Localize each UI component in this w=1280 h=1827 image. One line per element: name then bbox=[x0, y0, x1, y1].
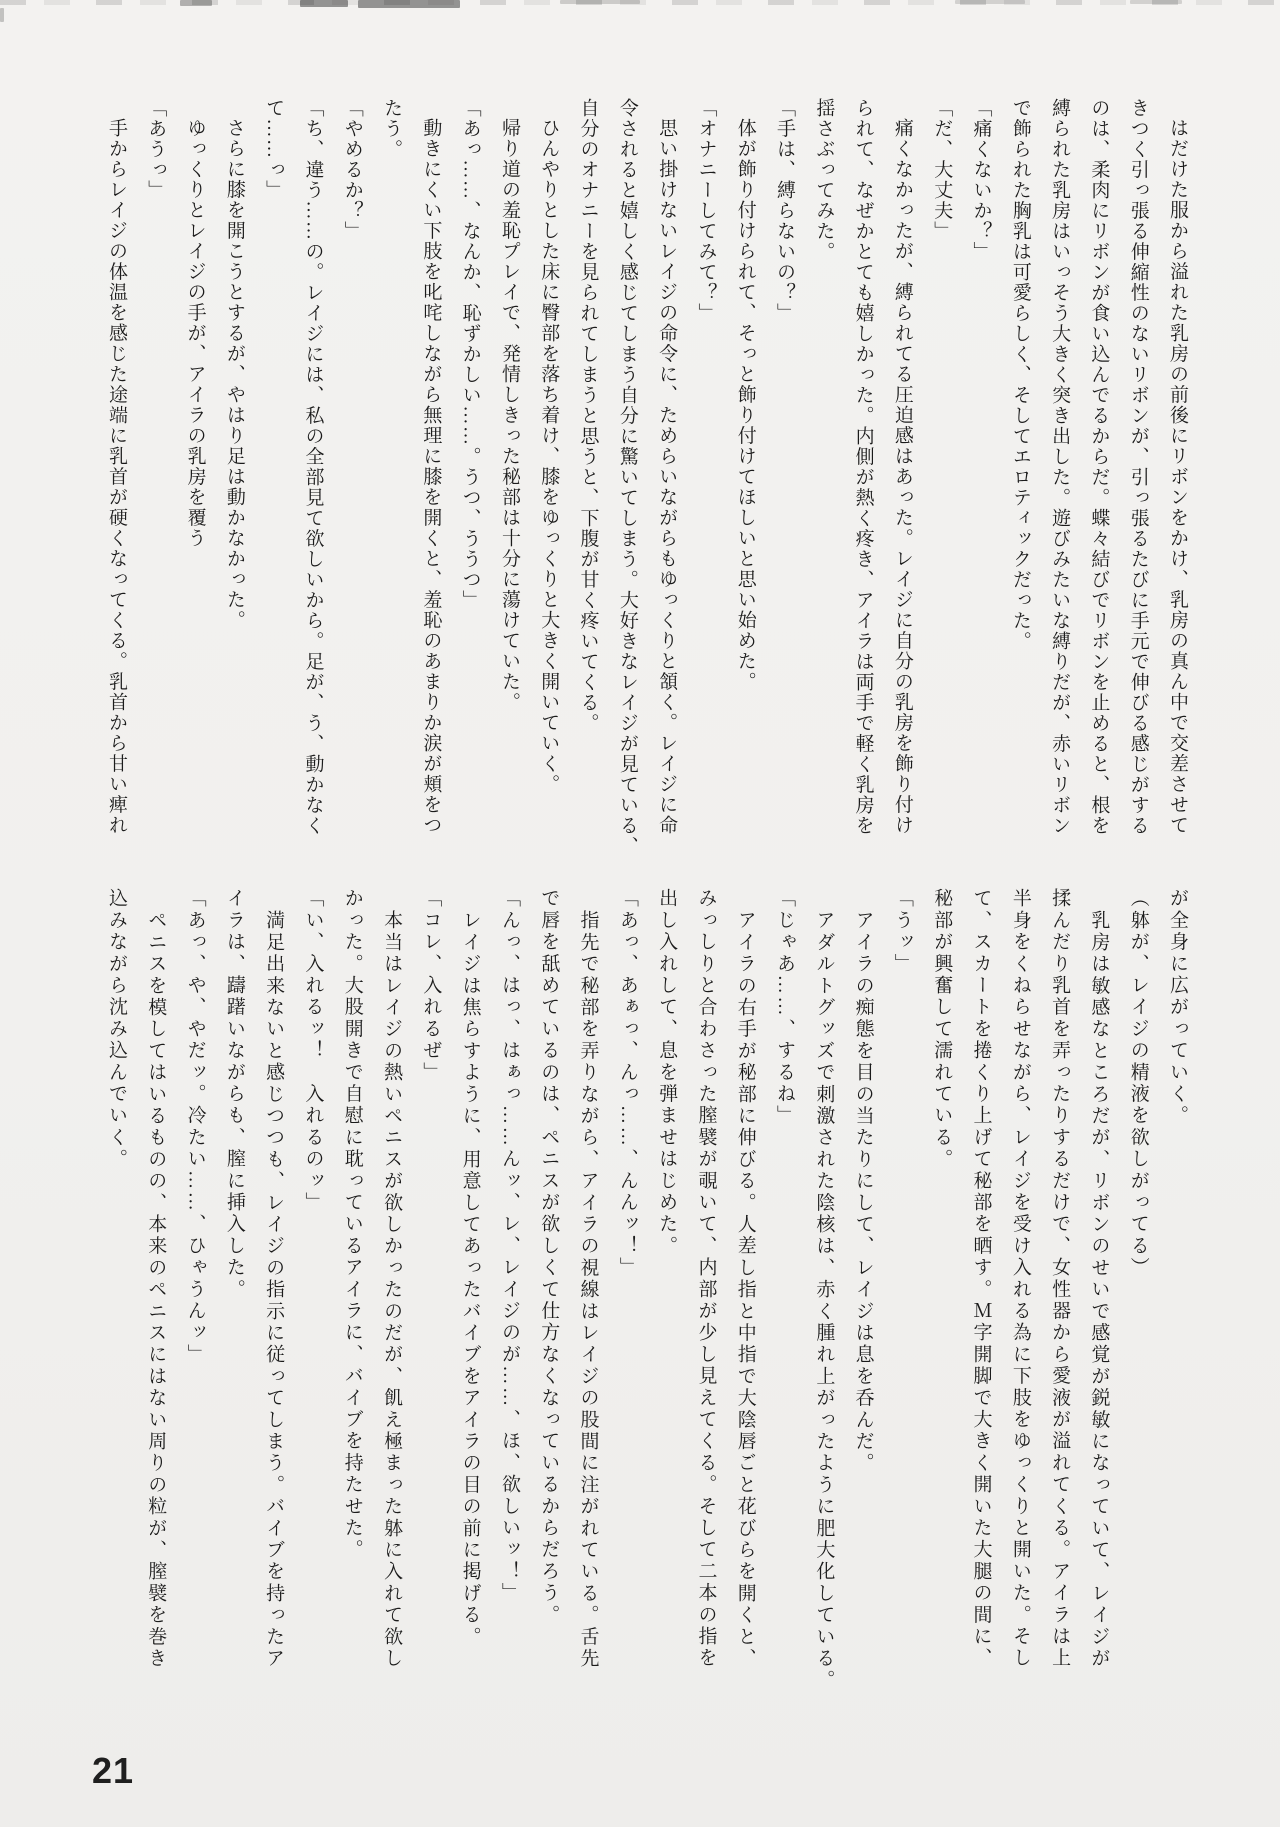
scan-edge-artifact bbox=[358, 0, 460, 8]
text-column: 令されると嬉しく感じてしまう自分に驚いてしまう。大好きなレイジが見ている、 bbox=[616, 98, 638, 857]
text-column: 乳房は敏感なところだが、リボンのせいで感覚が鋭敏になっていて、レイジが bbox=[1088, 910, 1110, 1670]
scan-edge-artifact bbox=[180, 0, 212, 6]
text-column: アイラの右手が秘部に伸びる。人差し指と中指で大陰唇ごと花びらを開くと、 bbox=[734, 910, 756, 1670]
text-column: 痛くなかったが、縛られてる圧迫感はあった。レイジに自分の乳房を飾り付け bbox=[891, 118, 913, 836]
text-column: 指先で秘部を弄りながら、アイラの視線はレイジの股間に注がれている。舌先 bbox=[577, 910, 599, 1670]
text-column: かった。大股開きで自慰に耽っているアイラに、バイブを持たせた。 bbox=[341, 888, 363, 1561]
text-column: られて、なぜかとても嬉しかった。内側が熱く疼き、アイラは両手で軽く乳房を bbox=[852, 98, 874, 836]
text-column: はだけた服から溢れた乳房の前後にリボンをかけ、乳房の真ん中で交差させて bbox=[1167, 118, 1188, 836]
scan-edge-artifact bbox=[1130, 0, 1182, 4]
text-column: 「あっ、や、やだッ。冷たい……、ひゃうんッ」 bbox=[184, 888, 206, 1366]
text-column: 思い掛けないレイジの命令に、ためらいながらもゆっくりと頷く。レイジに命 bbox=[656, 118, 678, 836]
scan-edge-artifact bbox=[0, 8, 4, 22]
page-number: 21 bbox=[92, 1750, 135, 1791]
text-column: みっしりと合わさった膣襞が覗いて、内部が少し見えてくる。そして二本の指を bbox=[695, 888, 717, 1670]
text-column: （躰が、レイジの精液を欲しがってる） bbox=[1127, 888, 1149, 1279]
text-column: 体が飾り付けられて、そっと飾り付けてほしいと思い始めた。 bbox=[734, 118, 756, 692]
text-column: 「ち、違う……の。レイジには、私の全部見て欲しいから。足が、う、動かなく bbox=[302, 98, 324, 836]
text-column: 手からレイジの体温を感じた途端に乳首が硬くなってくる。乳首から甘い痺れ bbox=[105, 118, 127, 836]
text-column: 「い、入れるッ！ 入れるのッ」 bbox=[302, 888, 324, 1214]
text-column: で唇を舐めているのは、ペニスが欲しくて仕方なくなっているからだろう。 bbox=[538, 888, 560, 1626]
text-column: 秘部が興奮して濡れている。 bbox=[931, 888, 953, 1171]
text-column: 「じゃあ……、するね」 bbox=[774, 888, 796, 1127]
scan-edge-artifact bbox=[300, 0, 348, 7]
text-column: て、スカートを捲くり上げて秘部を晒す。Ｍ字開脚で大きく開いた大腿の間に、 bbox=[970, 888, 992, 1670]
text-column: さらに膝を開こうとするが、やはり足は動かなかった。 bbox=[223, 118, 245, 631]
text-column: きつく引っ張る伸縮性のないリボンが、引っ張るたびに手元で伸びる感じがする bbox=[1127, 98, 1149, 836]
text-column: 込みながら沈み込んでいく。 bbox=[105, 888, 127, 1171]
text-column: 「うッ」 bbox=[891, 888, 913, 975]
text-column: アダルトグッズで刺激された陰核は、赤く腫れ上がったように肥大化している。 bbox=[813, 910, 835, 1692]
text-column: が全身に広がっていく。 bbox=[1167, 888, 1188, 1127]
text-column: 「やめるか？」 bbox=[341, 98, 363, 242]
text-column: 出し入れして、息を弾ませはじめた。 bbox=[656, 888, 678, 1257]
text-column: で飾られた胸乳は可愛らしく、そしてエロティックだった。 bbox=[1009, 98, 1031, 652]
text-column: 「だ、大丈夫」 bbox=[931, 98, 953, 242]
text-column: 「あっ、あぁっ、んっ……、んんッ！」 bbox=[616, 888, 638, 1279]
text-column: 自分のオナニーを見られてしまうと思うと、下腹が甘く疼いてくる。 bbox=[577, 98, 599, 734]
text-column: ペニスを模してはいるものの、本来のペニスにはない周りの粒が、膣襞を巻き bbox=[145, 910, 167, 1670]
text-column: て……っ」 bbox=[263, 98, 285, 201]
text-column: 本当はレイジの熱いペニスが欲しかったのだが、飢え極まった躰に入れて欲し bbox=[381, 910, 403, 1670]
text-column: 「んっ、はっ、はぁっ……んッ、レ、レイジのが……、ほ、欲しいッ！」 bbox=[498, 888, 520, 1605]
text-column: 半身をくねらせながら、レイジを受け入れる為に下肢をゆっくりと開いた。そし bbox=[1009, 888, 1031, 1670]
text-column: 帰り道の羞恥プレイで、発情しきった秘部は十分に蕩けていた。 bbox=[498, 118, 520, 713]
text-column: 「痛くないか？」 bbox=[970, 98, 992, 262]
text-column: 「オナニーしてみて？」 bbox=[695, 98, 717, 324]
text-band-bottom bbox=[97, 888, 1197, 1692]
text-column: 「あっ……、なんか、恥ずかしい……。うつ、ううつ」 bbox=[459, 98, 481, 611]
text-column: 縛られた乳房はいっそう大きく突き出した。遊びみたいな縛りだが、赤いリボン bbox=[1049, 98, 1071, 836]
text-column: 「コレ、入れるぜ」 bbox=[420, 888, 442, 1084]
text-column: 揉んだり乳首を弄ったりするだけで、女性器から愛液が溢れてくる。アイラは上 bbox=[1049, 888, 1071, 1670]
text-column: 動きにくい下肢を叱咤しながら無理に膝を開くと、羞恥のあまりか涙が頬をつ bbox=[420, 118, 442, 836]
text-column: イラは、躊躇いながらも、膣に挿入した。 bbox=[223, 888, 245, 1301]
text-band-top bbox=[97, 98, 1197, 863]
scan-edge-artifact bbox=[955, 0, 1025, 4]
text-column: ひんやりとした床に臀部を落ち着け、膝をゆっくりと大きく開いていく。 bbox=[538, 118, 560, 795]
text-column: 「手は、縛らないの？」 bbox=[774, 98, 796, 324]
text-column: のは、柔肉にリボンが食い込んでるからだ。蝶々結びでリボンを止めると、根を bbox=[1088, 98, 1110, 836]
text-column: 揺さぶってみた。 bbox=[813, 98, 835, 262]
scan-edge-artifact bbox=[560, 0, 640, 4]
text-column: アイラの痴態を目の当たりにして、レイジは息を呑んだ。 bbox=[852, 910, 874, 1475]
text-column: たう。 bbox=[381, 98, 403, 160]
text-column: 「あうっ」 bbox=[145, 98, 167, 201]
text-column: ゆっくりとレイジの手が、アイラの乳房を覆う bbox=[184, 118, 206, 549]
text-column: 満足出来ないと感じつつも、レイジの指示に従ってしまう。バイブを持ったア bbox=[263, 910, 285, 1670]
text-column: レイジは焦らすように、用意してあったバイブをアイラの目の前に掲げる。 bbox=[459, 910, 481, 1648]
